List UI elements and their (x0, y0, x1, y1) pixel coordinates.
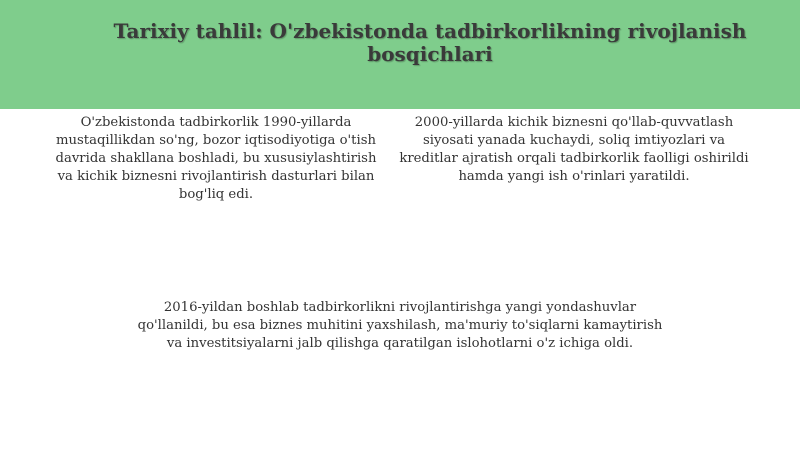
paragraph-1990s: O'zbekistonda tadbirkorlik 1990-yillarda mustaqillikdan so'ng, bozor iqtisodiyotiga o'tish davrida shakllana boshladi, bu xususiylashtirish va kichik biznesni rivojlantirish dasturlari bilan bog'liq edi. (55, 115, 377, 202)
paragraph-2000s: 2000-yillarda kichik biznesni qo'llab-quvvatlash siyosati yanada kuchaydi, soliq imtiyozlari va kreditlar ajratish orqali tadbirkorlik faolligi oshirildi hamda yangi ish o'rinlari yaratildi. (399, 115, 749, 184)
paragraph-2016: 2016-yildan boshlab tadbirkorlikni rivojlantirishga yangi yondashuvlar qo'llanildi, bu esa biznes muhitini yaxshilash, ma'muriy to'siqlarni kamaytirish va investitsiyalarni jalb qilishga qaratilgan islohotlarni o'z ichiga oldi. (137, 300, 663, 351)
slide-title: Tarixiy tahlil: O'zbekistonda tadbirkorlikning rivojlanish bosqichlari (113, 19, 747, 66)
